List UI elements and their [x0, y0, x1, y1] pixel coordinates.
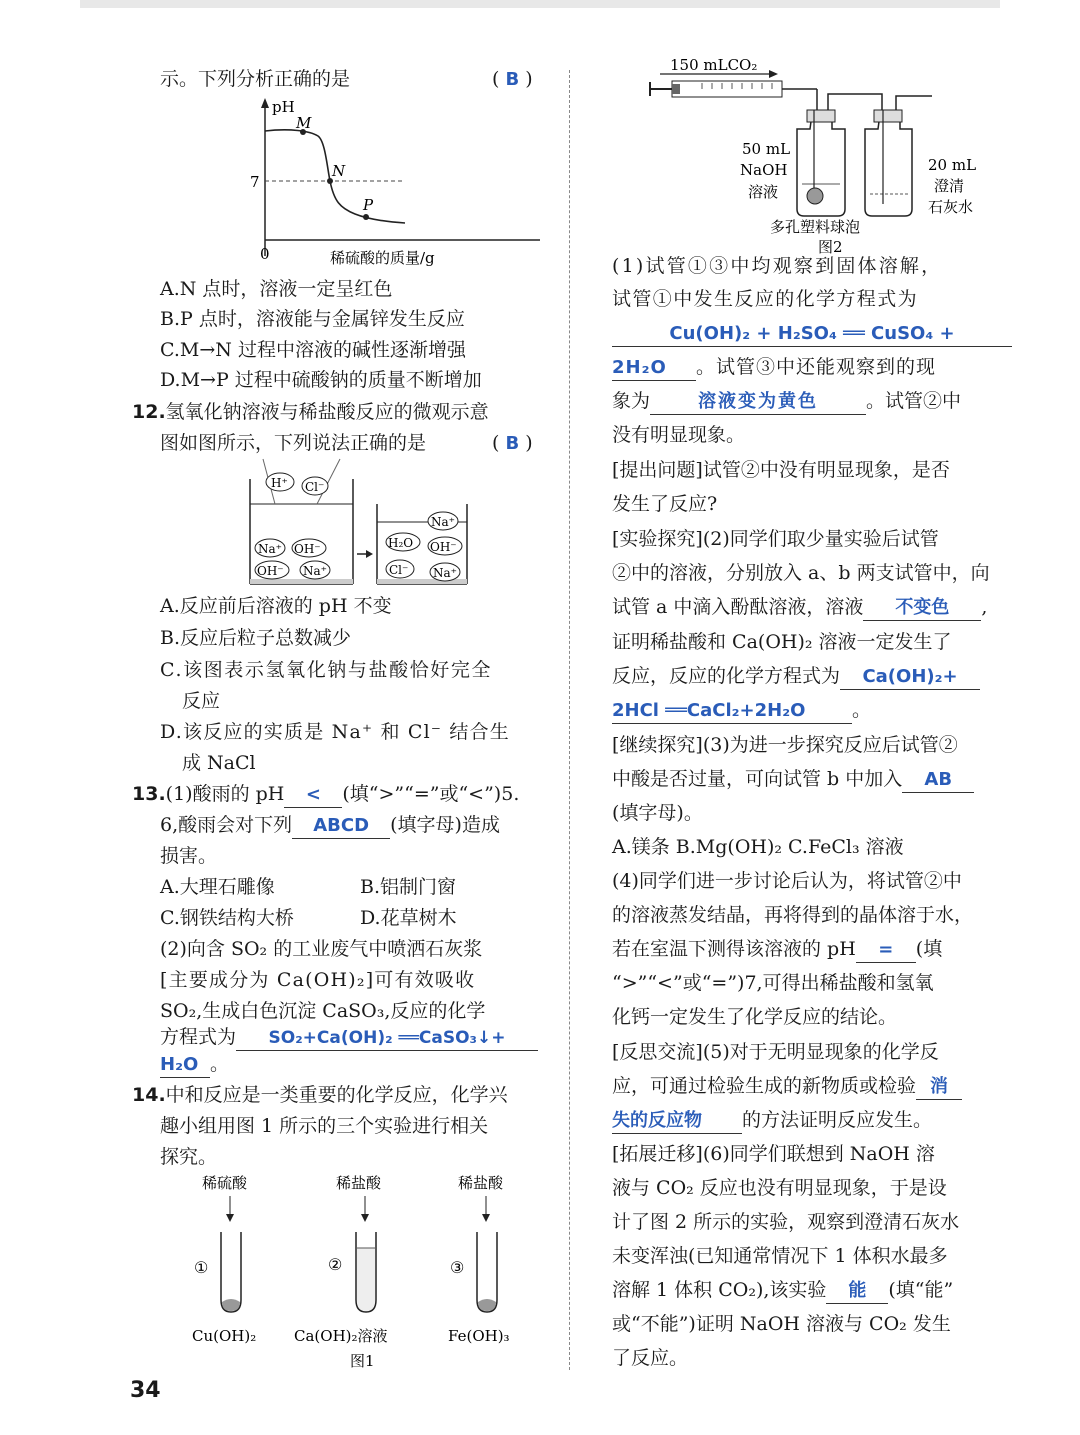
q12-line1: 12.氢氧化钠溶液与稀盐酸反应的微观示意 — [132, 401, 489, 423]
ion-oh-1: OH⁻ — [294, 542, 321, 556]
q11-option-d: D.M→P 过程中硫酸钠的质量不断增加 — [160, 369, 482, 391]
q12-option-b: B.反应后粒子总数减少 — [160, 627, 352, 649]
q12-option-c: C.该图表示氢氧化钠与盐酸恰好完全 — [160, 659, 493, 681]
q13-equation-a: SO₂+Ca(OH)₂ ══CaSO₃↓+ — [236, 1026, 538, 1051]
ion-h: H⁺ — [271, 476, 288, 490]
reaction-diagram — [245, 464, 485, 590]
y-tick-7: 7 — [250, 173, 260, 191]
r-line-19: 的溶液蒸发结晶，再将得到的晶体溶于水， — [612, 904, 974, 926]
r-equation-2a: Ca(OH)₂+ — [840, 665, 980, 690]
tube-number-1: ① — [194, 1258, 209, 1277]
ion-oh-2: OH⁻ — [257, 564, 284, 578]
ph-graph — [230, 96, 550, 274]
ion-na-4: Na⁺ — [433, 566, 457, 580]
r-line-28: 计了图 2 所示的实验，观察到澄清石灰水 — [612, 1211, 960, 1233]
r-equation-1a: Cu(OH)₂ + H₂SO₄ ══ CuSO₄ + — [612, 322, 1012, 347]
point-p — [363, 214, 369, 220]
page-number: 34 — [130, 1378, 161, 1403]
q13-option-d: D.花草树木 — [360, 907, 457, 929]
r-answer-ab: AB — [902, 768, 974, 793]
x-axis-label: 稀硫酸的质量/g — [330, 249, 435, 267]
q13-part2-line2: [主要成分为 Ca(OH)₂]可有效吸收 — [160, 969, 476, 991]
r-line-23: [反思交流](5)对于无明显现象的化学反 — [612, 1041, 939, 1063]
ion-na-2: Na⁺ — [303, 564, 327, 578]
tube-label-3: Fe(OH)₃ — [448, 1327, 510, 1345]
q13-line2: 6,酸雨会对下列 ABCD (填字母)造成 — [160, 812, 500, 839]
acid-label-2: 稀盐酸 — [336, 1174, 382, 1192]
q14-line2: 趣小组用图 1 所示的三个实验进行相关 — [160, 1115, 489, 1137]
r-answer-neng: 能 — [826, 1279, 888, 1304]
q14-line3: 探究。 — [160, 1146, 218, 1168]
r-line-7: 发生了反应? — [612, 493, 718, 515]
figure-2-caption: 图2 — [818, 238, 843, 256]
r-line-2: 试管①中发生反应的化学方程式为 — [612, 288, 919, 310]
figure-2-apparatus — [642, 54, 1022, 256]
r-line-15: 中酸是否过量，可向试管 b 中加入 AB — [612, 766, 974, 793]
q13-line3: 损害。 — [160, 845, 218, 867]
r-line-13: 2HCl ══CaCl₂+2H₂O 。 — [612, 697, 871, 724]
tube-number-2: ② — [328, 1255, 343, 1274]
r-line-8: [实验探究](2)同学们取少量实验后试管 — [612, 528, 939, 550]
q13-option-a: A.大理石雕像 — [160, 876, 275, 898]
q14-line1: 14.中和反应是一类重要的化学反应，化学兴 — [132, 1084, 508, 1106]
r-answer-yellow: 溶液变为黄色 — [650, 390, 866, 415]
r-line-32: 了反应。 — [612, 1347, 689, 1369]
q12-answer: B — [505, 433, 520, 454]
q12-option-d: D.该反应的实质是 Na⁺ 和 Cl⁻ 结合生 — [160, 721, 510, 743]
r-line-21: “>”“<”或“=”)7,可得出稀盐酸和氢氧 — [612, 972, 934, 994]
acid-label-3: 稀盐酸 — [458, 1174, 504, 1192]
q13-option-c: C.钢铁结构大桥 — [160, 907, 294, 929]
r-line-26: [拓展迁移](6)同学们联想到 NaOH 溶 — [612, 1143, 935, 1165]
q11-answer-bracket: ( B ) — [492, 68, 533, 90]
q13-answer-1: < — [284, 783, 342, 808]
q11-option-a: A.N 点时，溶液一定呈红色 — [160, 278, 393, 300]
r-line-20: 若在室温下测得该溶液的 pH = (填 — [612, 936, 942, 963]
q13-part2-line4: 方程式为 SO₂+Ca(OH)₂ ══CaSO₃↓+ — [160, 1024, 538, 1051]
r-line-11: 证明稀盐酸和 Ca(OH)₂ 溶液一定发生了 — [612, 631, 952, 653]
label-m: M — [296, 114, 312, 132]
r-line-1: (1)试管①③中均观察到固体溶解， — [612, 255, 943, 277]
ion-oh-3: OH⁻ — [430, 540, 457, 554]
r-line-16: (填字母)。 — [612, 802, 703, 824]
top-edge-strip — [80, 0, 1000, 8]
r-line-12: 反应，反应的化学方程式为 Ca(OH)₂+ — [612, 663, 980, 690]
naoh-volume: 50 mL — [742, 140, 791, 158]
r-line-30: 溶解 1 体积 CO₂),该实验 能 (填“能” — [612, 1277, 953, 1304]
ion-cl-top: Cl⁻ — [305, 480, 325, 494]
figure-1-test-tubes — [180, 1170, 560, 1370]
r-answer-nochange: 不变色 — [863, 596, 981, 621]
r-equation-1b: 2H₂O — [612, 356, 696, 381]
q13-option-b: B.铝制门窗 — [360, 876, 457, 898]
r-line-5: 没有明显现象。 — [612, 424, 746, 446]
origin-label: 0 — [260, 245, 270, 263]
q12-line2: 图如图所示，下列说法正确的是 — [160, 432, 427, 454]
q12-number: 12. — [132, 401, 166, 423]
r-equation-2b: 2HCl ══CaCl₂+2H₂O — [612, 699, 852, 724]
lime-label-1: 澄清 — [934, 177, 965, 195]
r-line-4: 象为 溶液变为黄色 。试管②中 — [612, 388, 961, 415]
q13-equation-b: H₂O — [160, 1053, 210, 1078]
q12-answer-bracket: ( B ) — [492, 432, 533, 454]
ion-na-1: Na⁺ — [258, 542, 282, 556]
lime-volume: 20 mL — [928, 156, 977, 174]
r-line-9: ②中的溶液，分别放入 a、b 两支试管中，向 — [612, 562, 990, 584]
q13-part2-line5: H₂O 。 — [160, 1051, 229, 1078]
q13-part2-line3: SO₂,生成白色沉淀 CaSO₃,反应的化学 — [160, 1000, 486, 1022]
ion-na-3: Na⁺ — [431, 515, 455, 529]
r-answer-equal: = — [856, 938, 916, 963]
tube-number-3: ③ — [450, 1258, 465, 1277]
r-line-25: 失的反应物 的方法证明反应发生。 — [612, 1107, 932, 1134]
acid-label-1: 稀硫酸 — [202, 1174, 248, 1192]
r-answer-reactant: 失的反应物 — [612, 1109, 742, 1134]
q13-number: 13. — [132, 783, 166, 805]
q11-answer: B — [505, 69, 520, 90]
column-divider — [569, 70, 570, 1370]
lime-label-2: 石灰水 — [928, 198, 974, 216]
bulb-label: 多孔塑料球泡 — [770, 218, 861, 236]
figure-1-caption: 图1 — [350, 1352, 375, 1370]
r-line-29: 未变浑浊(已知通常情况下 1 体积水最多 — [612, 1245, 948, 1267]
r-line-10: 试管 a 中滴入酚酞溶液，溶液 不变色 , — [612, 594, 987, 621]
q14-number: 14. — [132, 1084, 166, 1106]
q11-intro: 示。下列分析正确的是 — [160, 68, 351, 90]
q13-part2-line1: (2)向含 SO₂ 的工业废气中喷洒石灰浆 — [160, 938, 483, 960]
r-equation-1a-row — [612, 320, 1012, 347]
q13-answer-2: ABCD — [292, 814, 390, 839]
r-line-6: [提出问题]试管②中没有明显现象，是否 — [612, 459, 950, 481]
r-line-22: 化钙一定发生了化学反应的结论。 — [612, 1006, 898, 1028]
tube-label-1: Cu(OH)₂ — [192, 1327, 257, 1345]
tube-label-2: Ca(OH)₂溶液 — [294, 1327, 388, 1345]
r-line-31: 或“不能”)证明 NaOH 溶液与 CO₂ 发生 — [612, 1313, 951, 1335]
label-n: N — [332, 162, 346, 180]
ion-cl-2: Cl⁻ — [389, 563, 409, 577]
r-line-24: 应，可通过检验生成的新物质或检验 消 — [612, 1073, 962, 1100]
q12-option-d-cont: 成 NaCl — [182, 752, 256, 774]
molecule-h2o: H₂O — [388, 536, 414, 550]
q13-line1: 13.(1)酸雨的 pH < (填“>”“=”或“<”)5. — [132, 781, 519, 808]
naoh-solution-label: 溶液 — [748, 183, 779, 201]
r-line-27: 液与 CO₂ 反应也没有明显现象，于是设 — [612, 1177, 947, 1199]
q11-option-b: B.P 点时，溶液能与金属锌发生反应 — [160, 308, 465, 330]
q12-option-c-cont: 反应 — [182, 690, 221, 712]
r-line-17: A.镁条 B.Mg(OH)₂ C.FeCl₃ 溶液 — [612, 836, 904, 858]
r-line-14: [继续探究](3)为进一步探究反应后试管② — [612, 734, 958, 756]
co2-label: 150 mLCO₂ — [670, 56, 758, 74]
y-axis-label: pH — [272, 98, 295, 116]
q11-option-c: C.M→N 过程中溶液的碱性逐渐增强 — [160, 339, 466, 361]
naoh-label: NaOH — [740, 161, 788, 179]
label-p: P — [363, 196, 374, 214]
r-line-18: (4)同学们进一步讨论后认为，将试管②中 — [612, 870, 962, 892]
q12-option-a: A.反应前后溶液的 pH 不变 — [160, 595, 392, 617]
r-answer-xiao: 消 — [916, 1075, 962, 1100]
r-line-3: 2H₂O 。试管③中还能观察到的现 — [612, 354, 936, 381]
